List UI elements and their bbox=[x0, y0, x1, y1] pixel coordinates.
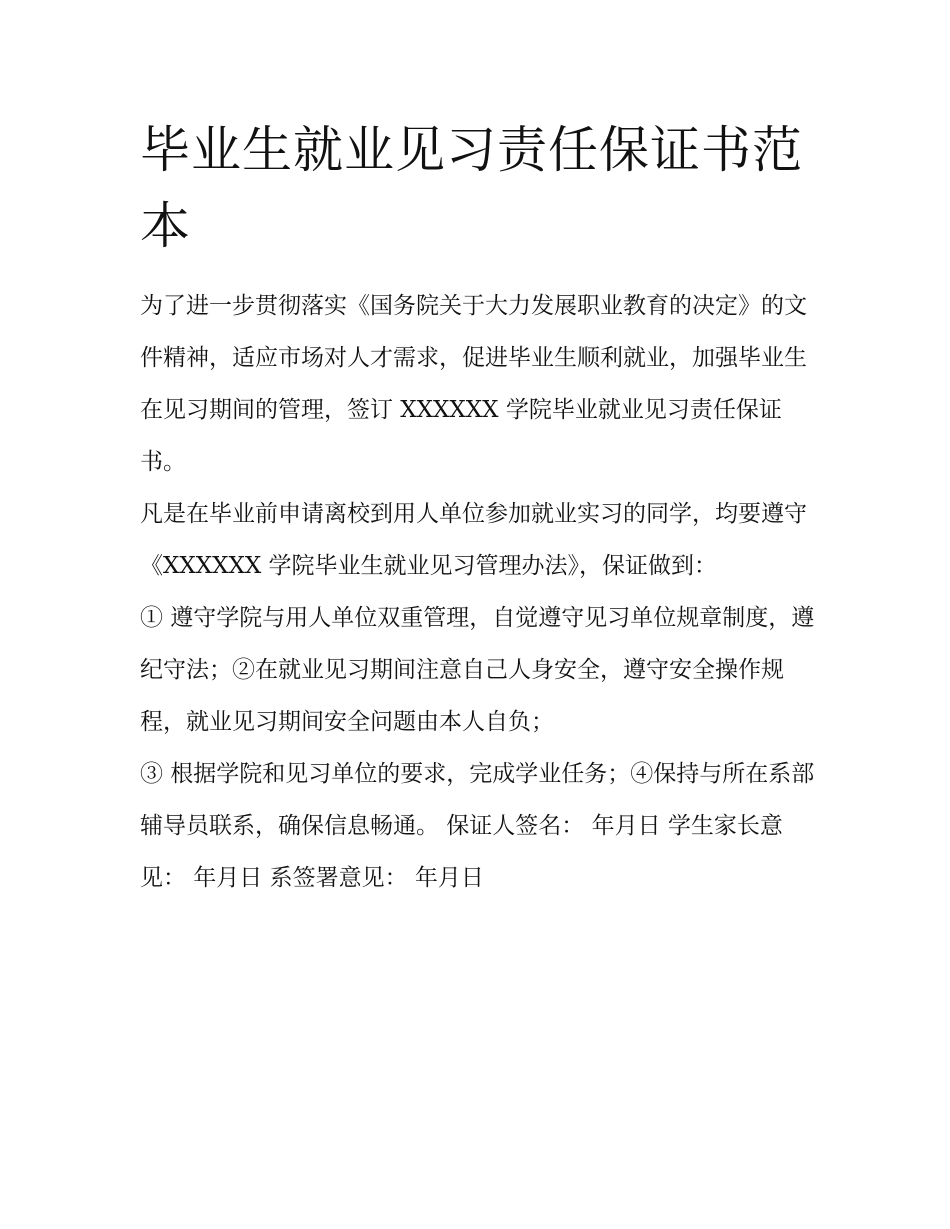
document-title: 毕业生就业见习责任保证书范本 bbox=[140, 121, 803, 255]
paragraph-items-1-2: ① 遵守学院与用人单位双重管理，自觉遵守见习单位规章制度，遵纪守法；②在就业见习期间注意自己人身安全，遵守安全操作规程，就业见习期间安全问题由本人自负； bbox=[140, 605, 815, 735]
document-body bbox=[140, 280, 820, 904]
paragraph-requirement: 凡是在毕业前申请离校到用人单位参加就业实习的同学，均要遵守《XXXXXX 学院毕业生就业见习管理办法》，保证做到： bbox=[140, 501, 807, 579]
paragraph-intro: 为了进一步贯彻落实《国务院关于大力发展职业教育的决定》的文件精神，适应市场对人才需求，促进毕业生顺利就业，加强毕业生在见习期间的管理，签订 XXXXXX 学院毕业就业见习责任保证书。 bbox=[140, 293, 807, 475]
paragraph-items-3-4-signatures: ③ 根据学院和见习单位的要求，完成学业任务；④保持与所在系部辅导员联系，确保信息畅通。 保证人签名： 年月日 学生家长意见： 年月日 系签署意见： 年月日 bbox=[140, 761, 815, 891]
